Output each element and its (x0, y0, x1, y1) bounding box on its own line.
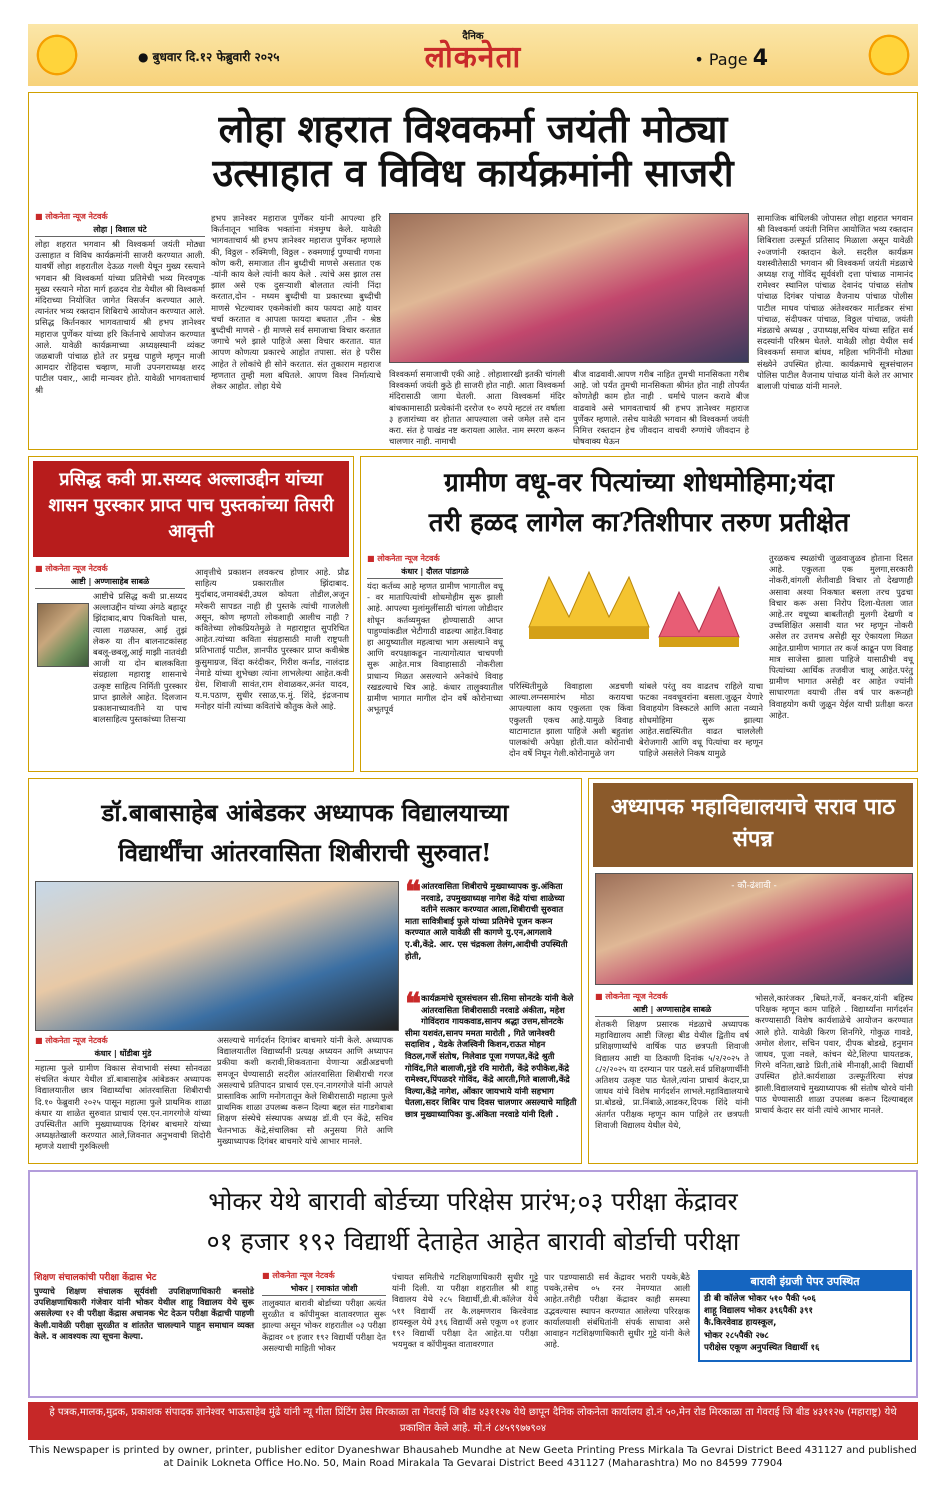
attendance-line: शाहू विद्यालय भोकर ३९६पैकी ३९१ (704, 1306, 813, 1317)
imprint-english: This Newspaper is printed by owner, printer, publisher editor Dyaneshwar Bhausaheb Mundhe at New Geeta Printing Press Mirkala Ta Gevrai District Beed 431127 and published at Dainik Lokneta Office Ho.No. 50, Main Road Mirakala Ta Gevarai District Beed 431127 (Maharashtra) Mo no 84599 77904 (29, 1445, 917, 1469)
story-poet (28, 456, 354, 772)
article-text: लोहा शहरात भगवान श्री विश्वकर्मा जयंती मोठ्या उत्साहात व विविध कार्यक्रमांनी साजरी करण्यात आली. यावर्षी लोहा शहरातील देऊळ गल्ली येथून मुख्य रस्त्याने भगवान श्री विश्वकर्मा यांच्या प्रतिमेची भव्य मिरवणूक मुख्य रस्त्याने मोठा मार्ग हळदव रोड येथील श्री विश्वकर्मा मंदिराच्या नियोजित जागेत विसर्जन करण्यात आले. त्यानंतर भव्य रक्तदान शिबिराचे आयोजन करण्यात आले. प्रसिद्ध किर्तनकार भागवताचार्य श्री हभप ज्ञानेश्वर महाराज पुर्णेकर यांच्या हरि किर्तनाचे आयोजन करण्यात आले. यावेळी कार्यक्रमाच्या अध्यक्षस्थानी व्यंकट जळबाजी पांचाळ होते तर प्रमुख पाहुणे म्हणून माजी आमदार रोहिदास चव्हाण, माजी उपनगराध्यक्ष शरद पाटील पवार,, आदी मान्यवर होते. यावेळी भागवताचार्य श्री (35, 239, 205, 395)
story-practice-lessons (588, 778, 918, 1164)
story-headline: प्रसिद्ध कवी प्रा.सय्यद अल्लाउद्दीन यांच्या शासन पुरस्कार प्राप्त पाच पुस्तकांच्या तिसरी आवृत्ती (33, 461, 349, 557)
article-text: भोसले,कारंजकर ,बिघते,गर्जे, बनकर,यांनी बहिस्थ परिक्षक म्हणून काम पाहिले . विद्यार्थ्यांना मार्गदर्शन करण्यासाठी विशेष कार्यशाळेचे आयोजन करण्यात आले होते. यावेळी किरण शिनगिरे, गोकुळ गावडे, अमोल शेलार, सचिन पवार, दीपक बोडखे, हनुमान जाधव, पूजा नवले, कांचन थेटे,शिल्पा घायतडक, गिरमे वनिता,खाडे प्रिती,तांबे मीनाक्षी,आदी विद्यार्थी उपस्थित होते.कार्यशाळा उत्स्फूर्तरित्या संपन्न झाली.विद्यालयाचे मुख्याध्यापक श्री संतोष थोरवे यांनी पाठ घेण्यासाठी शाळा उपलब्ध करून दिल्याबद्दल प्राचार्य केदार सर यांनी त्यांचे आभार मानले. (755, 993, 913, 1116)
byline: ■ लोकनेता न्यूज नेटवर्क (367, 554, 440, 563)
article-text: विश्वकर्मा समाजाची एकी आहे . लोहाशारखी इतकी चांगली विश्वकर्मा जयंती कुठे ही साजरी होत नाही. आता विश्वकर्मा मंदिरासाठी जागा घेतली. आता विश्वकर्मा मंदिर बांधकामासाठी प्रत्येकांनी दररोज १० रुपये म्हटलं तर वर्षाला ३ हजारांच्या वर होतात आपल्याला जसे जमेल तसे दान करा. संत हे पाखंड नष्ट करायला आलेत. नाम स्मरण करून चालणार नाही. नामाची (389, 369, 565, 447)
author-photo (37, 603, 89, 667)
pullquote: आंतरवासिता शिबीराचे मुख्याध्यापक कु.अंकिता नरवाडे, उपमुख्याध्यक्ष नागेश केंद्रे यांचा शाळेच्या वतीने सत्कार करण्यात आला,शिबीराची सुरुवात माता सावित्रीबाई फुले यांच्या प्रतिमेचे पूजन करून करण्यात आले यावेळी सी कागणे यु.एन,आगलावे ए.बी,केंद्रे. आर. एस चंद्रकला तेलंग,आदीची उपस्थिती होती, (405, 881, 568, 961)
story-headline (30, 1182, 916, 1262)
newspaper-logo (28, 28, 918, 74)
event-photo (389, 213, 749, 363)
imprint-marathi: हे पत्रक,मालक,मुद्रक, प्रकाशक संपादक ज्ञानेश्वर भाऊसाहेब मुंढे यांनी न्यू गीता प्रिंटिंग प्रेस मिरकाळा ता गेवराई जि बीड ४३११२७ येथे छापून दैनिक लोकनेता कार्यालय हो.नं ५०,मेन रोड मिरकाळा ता गेवराई जि बीड ४३११२७ (महाराष्ट्र) येथे प्रकाशित केले आहे. मो.नं ८४५९९७७९०४ (28, 1402, 918, 1440)
side-story (34, 1270, 254, 1368)
headline-line: डॉ.बाबासाहेब आंबेडकर अध्यापक विद्यालयाच्या (101, 798, 509, 827)
masthead (28, 24, 918, 86)
article-text: महात्मा फुले ग्रामीण विकास सेवाभावी संस्था सोनवळा संचलित कंधार येथील डॉ.बाबासाहेब आंबेडकर अध्यापक विद्यालयातील छात्र विद्यार्थ्यांचा आंतरवासिता शिबीराची दि.१० फेब्रुवारी २०२५ पासून महात्मा फुले प्राथमिक शाळा कंधार या शाळेत सुरुवात प्राचार्य एस.एन.नागरगोजे यांच्या उपस्थितीत आणि मुख्याध्यापक दिगंबर बाचमारे यांच्या अध्यक्षतेखाली करण्यात आले,जिवनात अनुभवाची शिदोरी म्हणजे यशाची गुरुकिल्ली (35, 1063, 211, 1152)
issue-date: ● बुधवार दि.१२ फेब्रुवारी २०२५ (138, 50, 280, 64)
article-text: तुरळकच स्थळांची जुळवाजुळव होताना दिसत आहे. एकुलता एक मुलगा,सरकारी नोकरी,वांगली शेतीवाडी विचार तो देखणाही असावा अश्या निकषात बसला तरच पुढचा विचार करू असा निरोप दिला-घेतला जात आहे.तर वधूच्या बाबतीतही मुलगी देखणी व उच्चशिक्षित असावी यात भर म्हणून नोकरी असेल तर उत्तमच असेही सूर ऐकायला मिळत आहेत.ग्रामीण भागात तर कर्ज काढून पण विवाह मात्र साजेसा झाला पाहिजे यासाठीची वधू पित्यांच्या आर्थिक तजवीज चालू आहेत.परंतु ग्रामीण भागात असेही वर आहेत ज्यांनी साधारणतः वयाची तीस वर्ष पार करूनही विवाहयोग कधी जुळून येईल याची प्रतीक्षा करत आहेत. (769, 553, 913, 720)
article-text: पंचायत समितीचे गटशिक्षणाधिकारी सुधीर गुट्टे यांनी दिली. या परीक्षा शहरातील श्री शाहू विद्यालय येथे २८५ विद्यार्थी,डी.बी.कॉलेज येथे ५११ विद्यार्थी तर कै.लक्ष्मणराव किरवेवाड हायस्कूल येथे ३९६ विद्यार्थी असे एकूण ०१ हजार १९२ विद्यार्थी परीक्षा देत आहेत.या परीक्षा भयमुक्त व कॉपीमुक्त वातावरणात (392, 1272, 538, 1350)
headline-line: भोकर येथे बारावी बोर्डच्या परिक्षेस प्रारंभ;०३ परीक्षा केंद्रावर (208, 1187, 738, 1216)
attendance-box-title: बारावी इंग्रजी पेपर उपस्थित (700, 1272, 910, 1291)
story-headline: अध्यापक महाविद्यालयाचे सराव पाठ संपन्न (593, 783, 913, 867)
headline-line: तरी हळद लागेल का?तिशीपार तरुण प्रतीक्षेत (428, 508, 850, 538)
dateline: कंधार | दौलत पांडागळे (367, 566, 503, 579)
dateline: कंधार | धोंडीबा मुंडे (35, 1048, 211, 1061)
article-text: तालुक्यात बारावी बोर्डाच्या परीक्षा अत्यंत सुरळीत व कॉपीमुक्त वातावरणात सुरू झाल्या असून भोकर शहरातील ०३ परीक्षा केंद्रावर ०१ हजार १९२ विद्यार्थी परीक्षा देत असल्याची माहिती भोकर (262, 1298, 386, 1353)
quote-mark-icon: ❝ (405, 987, 422, 1022)
byline: ■ लोकनेता न्यूज नेटवर्क (35, 564, 108, 573)
article-text: परिस्थितीमुळे विवाहाला अडचणी आल्या.लग्नसमारंभ मोठा करायचा आपल्याला काय एकुलता एक किंवा एकुलती एकच आहे.यामुळे विवाह थाटामाटात झाला पाहिजे अशी बहुतांश पालकांची अपेक्षा होती.यात कोरोनाची दोन वर्षे निघून गेली.कोरोनामुळे जग (509, 681, 633, 759)
attendance-line: डी बी कॉलेज भोकर ५१० पैकी ५०६ (704, 1294, 816, 1304)
attendance-line: कै.किरवेवाड हायस्कूल, (704, 1318, 777, 1329)
attendance-line: परीक्षेस एकूण अनुपस्थित विद्यार्थी १६ (704, 1342, 820, 1353)
side-story-text: पुण्याचे शिक्षण संचालक सूर्यवंशी उपशिक्षणाधिकारी बनसोडे उपशिक्षणाधिकारी गंजेवार यांनी भोकर येथील शाहू विद्यालय येथे सुरू असलेल्या १२ वी परीक्षा केंद्रास अचानक भेट देऊन परीक्षा केंद्राची पाहणी केली.यावेळी परीक्षा सुरळीत व शांततेत चालल्याने पाहून समाधान व्यक्त केले. व आवश्यक त्या सूचना केल्या. (34, 1286, 254, 1341)
page-label: • Page (694, 50, 748, 69)
photo-caption: - कौ-ढंशावी - (731, 881, 777, 891)
story-column-block (35, 211, 205, 451)
attendance-line: भोकर २८५पैकी २७८ (704, 1330, 769, 1341)
byline: ■ लोकनेता न्यूज नेटवर्क (262, 1271, 335, 1280)
article-text: थांबले परंतु वय वाढतच राहिले याचा फटका नववधूवरांना बसला.जुळून येणारे विवाहयोग विस्कटले आणि आता नव्याने शोधमोहिमा सुरू झाल्या आहेत.सद्यस्थितीत वाढत चाललेली बेरोजगारी आणि वधू पित्यांचा वर म्हणून पाहिजे असलेले निकष यामुळे (639, 681, 763, 759)
article-text: हभप ज्ञानेश्वर महाराज पुर्णेकर यांनी आपल्या हरि किर्तनातून भाविक भक्तांना मंत्रमुग्ध केले. यावेळी भागवताचार्य श्री हभप ज्ञानेश्वर महाराज पुर्णेकर म्हणाले की, विठ्ठल - रुक्मिणी, विठ्ठल - रुक्मणाई पुण्याची गणना कोण करी, समाजात तीन बुध्दीची माणसे असतात एक -यांनी काय केले त्यांनी काय केले . त्यांचे अस झाल तस झाल असे एक दुसऱ्याशी बोलतात त्यांनी निंदा करतात,दोन - मध्यम बुध्दीची या प्रकारच्या बुध्दीची माणसे भेटल्यावर एकमेकांशी काय फायदा आहे यावर चर्चा करतात व आपला फायदा बघतात ,तीन - श्रेष्ठ बुध्दीची माणसे - ही माणसे सर्व समाजाचा विचार करतात जगाचे भले झाले पाहिजे असा विचार करतात. यात आपण कोणत्या प्रकारचे आहोत तपासा. संत हे परीस आहेत ते लोकांचे ही सोने करतात. संत तुकाराम महाराज म्हणतात तुम्ही मला बघितले. आपण विश्व निर्मात्याचे लेकर आहोत. लोहा येथे (211, 213, 381, 392)
headline-line: लोहा शहरात विश्वकर्मा जयंती मोठ्या (218, 106, 728, 151)
headline-line: उत्साहात व विविध कार्यक्रमांनी साजरी (212, 150, 734, 195)
headline-line: ०१ हजार १९२ विद्यार्थी देताहेत आहेत बारावी बोर्डाची परीक्षा (206, 1227, 740, 1256)
logo-title: लोकनेता (424, 40, 522, 75)
story-internship (28, 778, 582, 1164)
story-headline (29, 107, 917, 195)
article-text: सामाजिक बांधिलकी जोपासत लोहा शहरात भगवान श्री विश्वकर्मा जयंती निमित्त आयोजित भव्य रक्तदान शिबिराला उत्स्फूर्त प्रतिसाद मिळाला असून यावेळी २०जणांनी रक्तदान केले. सदरील कार्यक्रम यशस्वीतेसाठी भगवान श्री विश्वकर्मा जयंती मंडळाचे अध्यक्ष राजू गोविंद सूर्यवंशी दत्ता पांचाळ नामानंद रामेश्वर स्थानिल पांचाळ देवानंद पांचाळ संतोष पांचाळ दिगंबर पांचाळ वैजनाथ पांचाळ पोलीस पाटील माधव पांचाळ अंतेश्वरकर मार्तंडकर संभा पांचाळ, संदीपकर पांचाळ, विठ्ठल पांचाळ, जयंती मंडळाचे अध्यक्ष , उपाध्यक्ष,सचिव यांच्या सहित सर्व सदस्यांनी परिश्रम घेतले. यावेळी लोहा येथील सर्व विश्वकर्मा समाज बांधव, महिला भगिनींनी मोठ्या संख्येने उपस्थित होत्या. कार्यक्रमाचे सूत्रसंचालन पोलिस पाटील वैजनाथ पांचाळ यांनी केले तर आभार बालाजी पांचाळ यांनी मानले. (757, 213, 913, 392)
attendance-box (698, 1270, 912, 1362)
quote-mark-icon: ❝ (405, 875, 422, 910)
college-group-photo (595, 873, 913, 985)
story-vishwakarma (28, 92, 918, 450)
byline: ■ लोकनेता न्यूज नेटवर्क (35, 1036, 108, 1045)
byline: ■ लोकनेता न्यूज नेटवर्क (595, 992, 668, 1001)
story-column-block (35, 1035, 211, 1159)
article-text: असल्याचे मार्गदर्शन दिगांबर बाचमारे यांनी केले. अध्यापक विद्यालयातील विद्यार्थ्यांनी प्रत्यक्ष अध्ययन आणि अध्यापन प्रकीया कशी करावी,शिकवताना येणाऱ्या अडीअडचणी समजून घेण्यासाठी सदरील आंतरवासिता शिबीराची गरज असल्याचे प्रतिपादन प्राचार्य एस.एन.नागरगोजे यांनी आपले प्रास्ताविक आणि मनोगतातून केले शिबीरासाठी महात्मा फुले प्राथमिक शाळा उपलब्ध करून दिल्या बद्दल संत गाडगेबाबा शिक्षण संस्थेचे संस्थापक अध्यक्ष डॉ.वी एन केंद्रे, सचिव चेतनभाऊ केंद्रे,संचालिका सौ अनुसया गिते आणि मुख्याध्यापक दिगंबर बाचमारे यांचे आभार मानले. (217, 1035, 393, 1146)
story-column-block (262, 1270, 386, 1364)
attendance-list (700, 1291, 910, 1356)
byline: ■ लोकनेता न्यूज नेटवर्क (35, 212, 108, 221)
dateline: आष्टी | अण्णासाहेब साबळे (35, 576, 185, 589)
story-headline (361, 463, 917, 543)
wedding-crowns-illustration (509, 557, 759, 677)
pullquote: कार्यक्रमांचे सूत्रसंचलन सी.सिमा सोनटके यांनी केले आंतरवासिता शिबीरासाठी नरवाडे अंकीता, महेश गोविंदराव गायकवाड,सानप श्रद्धा उत्तम,सोनटके सीमा यशवंत,सानप ममता मारोती , गिते जानेश्वरी सदाशिव , येडके तेजस्विनी किशन,राऊत मोहन विठल,गर्जे संतोष, निलेवाड पूजा गणपत,केंद्रे श्रुती गोविंद,गिते बालाजी,मुंडे रवि मारोती, केंद्रे रुपीकेश,केंद्रे रामेश्वर,पिंपळदरे गोविंद, केंद्रे आरती,गिते बालाजी,केंद्रे विल्या,केंद्रे नागेश, ओंकार जायभाये यांनी सहभाग घेतला,सदर शिबिर पाच दिवस चालणार असल्याचे माहिती छात्र मुख्याध्यापिका कु.अंकिता नरवाडे यांनी दिली . (405, 993, 577, 1119)
story-marriage (360, 456, 918, 772)
pullquote-block (405, 875, 577, 1159)
story-column-block (367, 553, 503, 771)
article-text: यंदा कर्तव्य आहे म्हणत ग्रामीण भागातील वधू - वर मातापित्यांची शोधमोहीम सुरू झाली आहे. आपल्या मुलांमुलींसाठी चांगला जोडीदार शोधून कर्तव्यमुक्त होण्यासाठी आप्त पाहुण्यांकडील भेटीगाठी वाढल्या आहेत.विवाह हा आयुष्यातील महत्वाचा भाग असल्याने वधू आणि वरपक्षाकडून नात्यागोत्यात चाचपणी सुरू आहेत.मात्र विवाहासाठी नोकरीला प्राधान्य मिळत असल्याने अनेकांचे विवाह रखडल्याचे चित्र आहे. कंधार तालुक्यातील ग्रामीण भागात मागील दोन वर्षे कोरोनाच्या अभूतपूर्व (367, 581, 503, 715)
dateline: आष्टी | अण्णासाहेब साबळे (595, 1004, 749, 1017)
logo-daily: दैनिक (462, 31, 484, 42)
page-number: 4 (752, 46, 768, 71)
story-column-block (595, 991, 749, 1163)
students-group-photo (35, 881, 399, 1031)
article-text: आष्टीचे प्रसिद्ध कवी प्रा.सय्यद अल्लाउद्दीन यांच्या अंगठे बहादूर झिंदाबाद,बाप पिकवितो घास, त्याला गळफास, आई तुझं लेकरु या तीन बालनाटकांसह बबलू-छबलू,आई माझी नातवंडी आजी या दोन बालकविता संग्रहाला महाराष्ट्र शासनाचे उत्कृष्ट साहित्य निर्मिती पुरस्कार प्राप्त झालेले आहेत. दिलजान प्रकाशनाच्यावतीने या पाच बालसाहित्य पुस्तकांच्या तिसऱ्या (93, 591, 187, 725)
dateline: लोहा | विशाल घंटे (35, 224, 205, 237)
story-board-exam (28, 1170, 918, 1398)
story-headline (29, 793, 581, 873)
headline-line: ग्रामीण वधू-वर पित्यांच्या शोधमोहिमा;यंदा (444, 468, 834, 498)
dateline: भोकर | रमाकांत जोशी (262, 1283, 386, 1296)
article-text: आवृत्तीचे प्रकाशन लवकरच होणार आहे. प्रौढ साहित्य प्रकारातील झिंदाबाद. मुर्दाबाद,जमावबंदी,उघल कोयता तोडील,अजून मरेकरी सापडत नाही ही पुस्तके त्यांची गाजलेली असून, कोण म्हणतो लोकशाही आलीच नाही ? कवितेच्या लोकप्रियतेमुळे ते महाराष्ट्रात सुपरिचित आहेत.त्यांच्या कविता संग्रहासाठी माजी राष्ट्रपती प्रतिभाताई पाटील, ज्ञानपीठ पुरस्कार प्राप्त कवीश्रेष्ठ कुसुमाग्रज, विंदा करंदीकर, गिरीश कर्नाड, नालंदाड नेमाडे यांच्या शुभेच्छा त्यांना लाभलेल्या आहेत.कवी ग्रेस, शिवाजी सावंत,राम शेवाळकर,अनंत यादव, य.म.पठाण, सुधीर रसाळ,फ.मुं. शिंदे, इंद्रजनाथ मनोहर यांनी त्यांच्या कवितांचे कौतुक केले आहे. (195, 567, 349, 712)
side-story-title: शिक्षण संचालकांची परीक्षा केंद्रास भेट (34, 1273, 157, 1283)
article-text: पार पडण्यासाठी सर्व केंद्रावर भरारी पथके,बैठे पथके,तसेच ०५ रनर नेमण्यात आली आहेत.तरीही परीक्षा केंद्रावर काही समस्या उद्भवल्यास स्थापन करण्यात आलेल्या परिरक्षक कार्यालयाशी संबंधितांनी संपर्क साधावा असे आवाहन गटशिक्षणाधिकारी सुधीर गुट्टे यांनी केले आहे. (544, 1272, 690, 1350)
story-column-block (35, 563, 185, 591)
article-text: बीज वाढवावी.आपण गरीब नाहित तुमची मानसिकता गरीब आहे. जो पर्यंत तुमची मानसिकता श्रीमंत होत नाही तोपर्यंत कोणतेही काम होत नाही . धर्माचे पालन करावे बीज वाढवावे असे भागवताचार्य श्री हभप ज्ञानेश्वर महाराज पुर्णेकर म्हणाले. तसेच यावेळी भगवान श्री विश्वकर्मा जयंती निमित्त रक्तदान हेच जीवदान वाचवी रुग्णांचे जीवदान हे घोषवाक्य घेऊन (573, 369, 749, 447)
crown-icon (509, 557, 759, 677)
headline-line: विद्यार्थींचा आंतरवासिता शिबीराची सुरुवात! (118, 838, 492, 867)
article-text: शेतकरी शिक्षण प्रसारक मंडळाचे अध्यापक महाविद्यालय आष्टी जिल्हा बीड येथील द्वितीय वर्ष प्रशिक्षणार्थ्यांचे वार्षिक पाठ छत्रपती शिवाजी विद्यालय आष्टी या ठिकाणी दिनांक ५/२/२०२५ ते ८/२/२०२५ या दरम्यान पार पडले.सर्व प्रशिक्षणार्थींनी अतिशय उत्कृष्ट पाठ घेतले,त्यांना प्राचार्य केदार,प्रा जाधव यांचे विशेष मार्गदर्शन लाभले.महाविद्यालयाचे प्रा.बोडखे, प्रा.निंबाळे,आडकर,दिपक शिंदे यांनी अंतर्गत परीक्षक म्हणून काम पाहिले तर छत्रपती शिवाजी विद्यालय येथील येथे, (595, 1019, 749, 1130)
page-indicator (694, 46, 768, 71)
